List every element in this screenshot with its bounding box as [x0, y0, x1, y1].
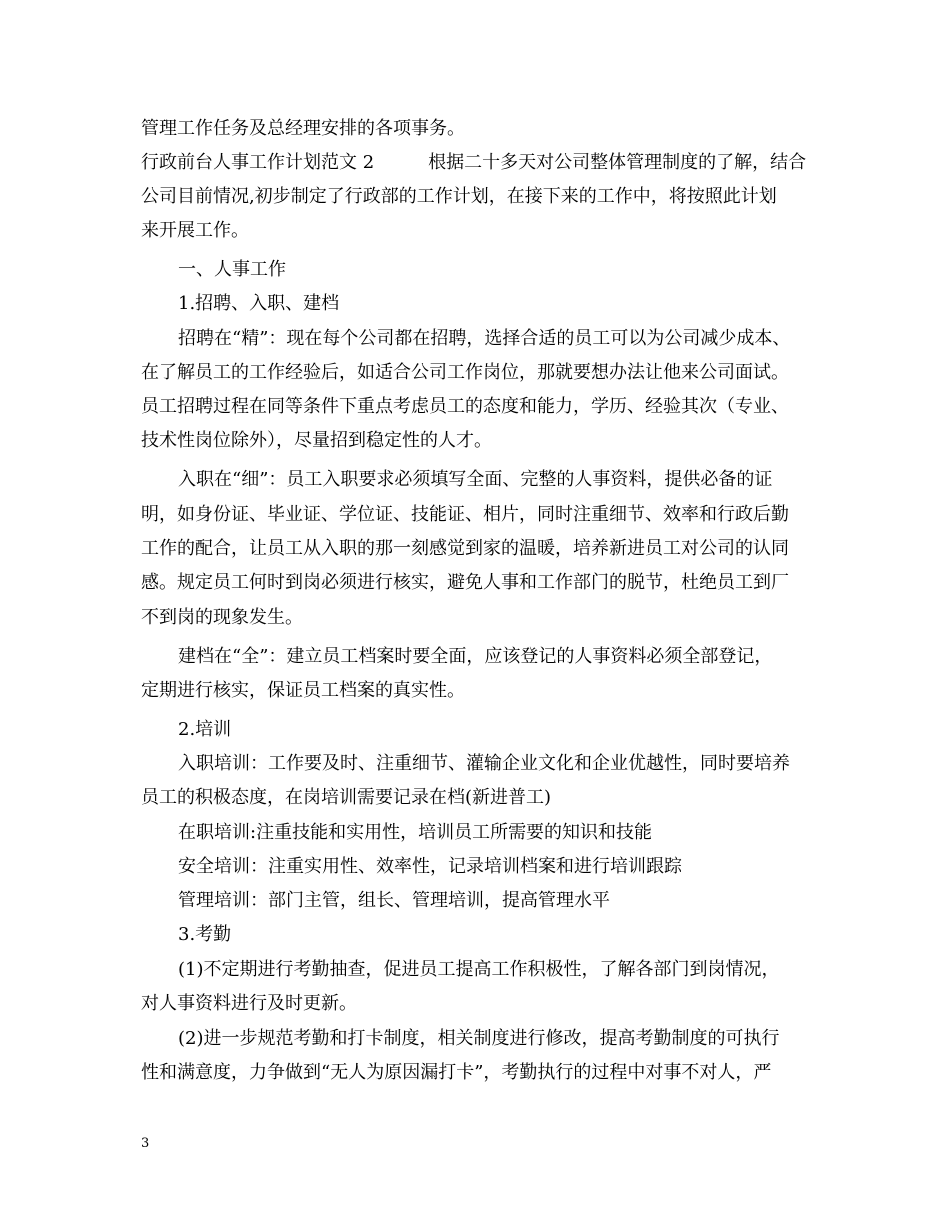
- text-line: 员工的积极态度，在岗培训需要记录在档(新进普工): [141, 787, 552, 808]
- text-line: (1)不定期进行考勤抽查，促进员工提高工作积极性，了解各部门到岗情况，: [178, 959, 780, 980]
- text-line: 管理培训：部门主管，组长、管理培训，提高管理水平: [178, 890, 610, 911]
- text-line: 明，如身份证、毕业证、学位证、技能证、相片，同时注重细节、效率和行政后勤: [141, 504, 789, 525]
- text-line: (2)进一步规范考勤和打卡制度，相关制度进行修改，提高考勤制度的可执行: [178, 1028, 780, 1049]
- text-line: 建档在“全”：建立员工档案时要全面，应该登记的人事资料必须全部登记，: [178, 646, 773, 667]
- text-line: 招聘在“精”：现在每个公司都在招聘，选择合适的员工可以为公司减少成本、: [178, 328, 791, 349]
- text-line: 公司目前情况,初步制定了行政部的工作计划，在接下来的工作中，将按照此计划: [141, 186, 777, 207]
- text-line: 技术性岗位除外），尽量招到稳定性的人才。: [141, 430, 492, 451]
- subsection-heading: 2.培训: [178, 719, 232, 740]
- text-line: 入职在“细”：员工入职要求必须填写全面、完整的人事资料，提供必备的证: [178, 469, 773, 490]
- text-line: 工作的配合，让员工从入职的那一刻感觉到家的温暖，培养新进员工对公司的认同: [141, 538, 789, 559]
- text-line: 对人事资料进行及时更新。: [141, 993, 357, 1014]
- section-heading: 一、人事工作: [178, 259, 286, 280]
- subsection-heading: 3.考勤: [178, 924, 232, 945]
- text-line: 在职培训:注重技能和实用性，培训员工所需要的知识和技能: [178, 822, 653, 843]
- text-line: 不到岗的现象发生。: [141, 607, 303, 628]
- text-line: 行政前台人事工作计划范文 2 根据二十多天对公司整体管理制度的了解，结合: [141, 152, 807, 173]
- text-line: 员工招聘过程在同等条件下重点考虑员工的态度和能力，学历、经验其次（专业、: [141, 396, 789, 417]
- text-line: 定期进行核实，保证员工档案的真实性。: [141, 680, 465, 701]
- text-line: 入职培训：工作要及时、注重细节、灌输企业文化和企业优越性，同时要培养: [178, 753, 790, 774]
- text-line: 管理工作任务及总经理安排的各项事务。: [141, 118, 465, 139]
- text-line: 在了解员工的工作经验后，如适合公司工作岗位，那就要想办法让他来公司面试。: [141, 362, 789, 383]
- subsection-heading: 1.招聘、入职、建档: [178, 293, 340, 314]
- text-line: 感。规定员工何时到岗必须进行核实，避免人事和工作部门的脱节，杜绝员工到厂: [141, 572, 789, 593]
- text-line: 安全培训：注重实用性、效率性，记录培训档案和进行培训跟踪: [178, 856, 682, 877]
- page-number: 3: [141, 1136, 150, 1151]
- text-line: 性和满意度，力争做到“无人为原因漏打卡”，考勤执行的过程中对事不对人，严: [141, 1062, 772, 1083]
- text-line: 来开展工作。: [141, 220, 249, 241]
